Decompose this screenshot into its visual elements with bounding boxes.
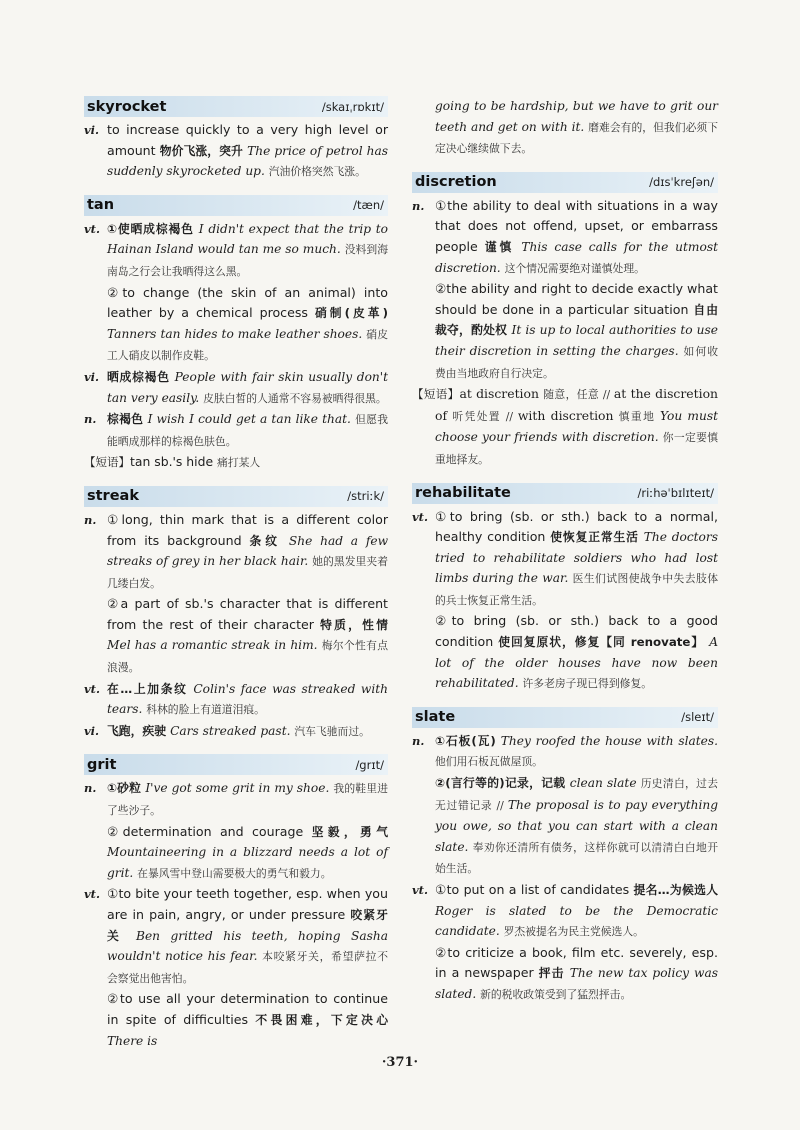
headword: discretion (415, 174, 497, 191)
sense (84, 884, 388, 989)
chinese-gloss: 抨击 (538, 966, 570, 981)
sense (84, 989, 388, 1051)
entry-slate (412, 707, 718, 1006)
chinese-gloss: 谨慎 (484, 239, 522, 254)
chinese-gloss: 咬紧牙关 (107, 908, 388, 943)
part-of-speech: n. (412, 733, 425, 748)
chinese-gloss: ①石板(瓦) (435, 733, 501, 748)
example: A lot of the older houses have now been rehabilitated. (435, 635, 719, 691)
definition: ①the ability to deal with situations in a way that does not offend, upset, or embarrass people (435, 197, 718, 254)
example: People with fair skin usually don't tan very easily. (107, 369, 389, 405)
sense (412, 880, 718, 943)
definition: ①to put on a list of candidates (435, 882, 634, 897)
example-translation: 罗杰被提名为民主党候选人。 (503, 925, 644, 939)
sense (84, 283, 388, 367)
chinese-gloss: 特质，性情 (320, 617, 388, 632)
sense (412, 611, 718, 694)
part-of-speech: n. (84, 412, 97, 427)
example-translation: 磨难会有的，但我们必须下定决心继续做下去。 (435, 120, 718, 156)
sense (84, 219, 388, 283)
phrase-label: 【短语】 (84, 455, 130, 470)
definition: ②to criticize a book, film etc. severely, esp. in a newspaper (435, 944, 718, 981)
example: Ben gritted his teeth, hoping Sasha wouldn't notice his fear. (107, 928, 388, 964)
example: Tanners tan hides to make leather shoes. (107, 326, 367, 341)
sense (412, 279, 718, 384)
example-translation: 他们用石板瓦做屋顶。 (435, 755, 543, 769)
pronunciation: /dɪsˈkreʃən/ (649, 175, 714, 190)
example-translation: 许多老房子现已得到修复。 (522, 677, 653, 691)
example: You must choose your friends with discretion. (435, 408, 718, 445)
example: This case calls for the utmost discretion. (435, 239, 718, 275)
page-number: ·371· (381, 1055, 419, 1070)
definition: ②to bring (sb. or sth.) back to a good condition (435, 613, 718, 650)
example: Mountaineering in a blizzard needs a lot of grit. (107, 845, 388, 880)
part-of-speech: n. (84, 781, 97, 796)
example: There is (107, 1033, 158, 1048)
example: Cars streaked past. (170, 723, 295, 738)
example: clean slate (569, 776, 641, 791)
definition: to increase quickly to a very high level or amount (107, 122, 388, 158)
pronunciation: /grɪt/ (355, 757, 384, 772)
headword-bar (412, 172, 718, 193)
entry-streak (84, 486, 388, 743)
definition: ①long, thin mark that is a different color from its background (107, 511, 388, 548)
definition: ②to change (the skin of an animal) into leather by a chemical process (107, 284, 388, 321)
headword-bar (412, 707, 718, 728)
definition: ②the ability and right to decide exactly what should be done in a particular situation (435, 281, 718, 317)
sense (84, 409, 388, 452)
example-translation: 她的黑发里夹着几缕白发。 (107, 555, 388, 590)
definition: ②determination and courage (107, 823, 312, 839)
pronunciation: /sleɪt/ (681, 710, 714, 725)
chinese-gloss: 晒成棕褐色 (107, 369, 175, 384)
part-of-speech: vt. (84, 887, 100, 902)
phrase-block (412, 384, 718, 470)
sense (412, 731, 718, 773)
pronunciation: /tæn/ (353, 198, 384, 213)
headword-bar (84, 96, 388, 117)
part-of-speech: n. (84, 512, 97, 527)
example-translation: 这个情况需要绝对谨慎处理。 (504, 261, 645, 275)
sense (84, 822, 388, 885)
headword-bar (412, 483, 718, 504)
chinese-gloss: 物价飞涨，突升 (159, 143, 248, 158)
headword-bar (84, 486, 388, 507)
phrase: at discretion (459, 386, 544, 402)
sense (412, 943, 718, 1006)
example-translation: 没料到海南岛之行会让我晒得这么黑。 (107, 243, 388, 278)
sense (84, 778, 388, 821)
example-translation: 你一定要慎重地择友。 (435, 431, 718, 466)
definition: ②to use all your determination to continue in spite of difficulties (107, 991, 388, 1027)
example: She had a few streaks of grey in her black hair. (107, 533, 388, 569)
example-translation: 汽油价格突然飞涨。 (268, 165, 366, 179)
example-translation: 皮肤白皙的人通常不容易被晒得很黑。 (203, 391, 387, 405)
pronunciation: /skaɪˌrɒkɪt/ (321, 99, 384, 114)
chinese-gloss: 使恢复正常生活 (550, 530, 644, 545)
headword: grit (87, 756, 117, 773)
example-translation: 梅尔个性有点浪漫。 (107, 639, 389, 675)
phrase-translation: 慎重地 (618, 409, 661, 423)
chinese-gloss: 硝制(皮革) (314, 306, 388, 321)
example: I didn't expect that the trip to Hainan Island would tan me so much. (107, 221, 388, 257)
part-of-speech: vi. (84, 369, 100, 384)
example-translation: 在暴风雪中登山需要极大的勇气和毅力。 (137, 866, 332, 880)
definition: ①to bite your teeth together, esp. when you are in pain, angry, or under pressure (107, 886, 388, 922)
phrase-translation: 随意，任意 // (543, 388, 614, 402)
entry-rehabilitate (412, 483, 718, 695)
sense (84, 679, 388, 721)
example-translation: 奉劝你还清所有债务，这样你就可以清清白白地开始生活。 (435, 840, 719, 876)
example-translation: 我的鞋里进了些沙子。 (107, 782, 388, 818)
entry-skyrocket (84, 96, 388, 183)
phrase: tan sb.'s hide (130, 454, 218, 470)
left-column (84, 96, 388, 1063)
part-of-speech: vt. (84, 221, 100, 236)
sense (84, 367, 388, 409)
definition: ①to bring (sb. or sth.) back to a normal, healthy condition (435, 508, 718, 545)
sense (412, 507, 718, 612)
chinese-gloss: 使回复原状，修复【同 renovate】 (498, 635, 710, 650)
part-of-speech: vi. (84, 723, 100, 738)
chinese-gloss: 在…上加条纹 (107, 681, 194, 696)
pronunciation: /striːk/ (347, 489, 384, 504)
part-of-speech: n. (412, 198, 425, 213)
phrase: with discretion (517, 407, 619, 423)
entry-discretion (412, 172, 718, 471)
phrase-translation: 听凭处置 // (452, 409, 518, 423)
headword-bar (84, 754, 388, 775)
example-translation: 硝皮工人硝皮以制作皮鞋。 (107, 327, 389, 363)
entry-tan (84, 195, 388, 474)
example: going to be hardship, but we have to grit our teeth and get on with it. (435, 99, 718, 134)
example-translation: 新的税收政策受到了猛烈抨击。 (480, 987, 632, 1001)
sense (84, 120, 388, 183)
example: I've got some grit in my shoe. (145, 781, 334, 796)
sense (412, 773, 718, 880)
headword-bar (84, 195, 388, 216)
phrase-block (84, 452, 388, 474)
example: They roofed the house with slates. (500, 733, 718, 748)
example: Mel has a romantic streak in him. (107, 638, 322, 653)
definition: ②a part of sb.'s character that is different from the rest of their character (107, 596, 388, 632)
example-translation: 如何收费由当地政府自行决定。 (435, 344, 719, 380)
chinese-gloss: 条纹 (249, 533, 289, 548)
sense (84, 594, 388, 678)
headword: tan (87, 197, 115, 214)
headword: rehabilitate (415, 485, 511, 501)
example: Colin's face was streaked with tears. (107, 681, 388, 717)
sense (84, 510, 388, 594)
sense (412, 196, 718, 279)
chinese-gloss: ①砂粒 (107, 781, 146, 796)
chinese-gloss: 提名…为候选人 (633, 883, 718, 897)
example: I wish I could get a tan like that. (147, 412, 356, 427)
chinese-gloss: 不畏困难，下定决心 (255, 1012, 388, 1027)
headword: skyrocket (87, 98, 167, 115)
example-translation: 科林的脸上有道道泪痕。 (146, 703, 265, 717)
sense (84, 721, 388, 743)
part-of-speech: vt. (84, 681, 100, 696)
entry-grit (84, 754, 388, 1051)
phrase-translation: 痛打某人 (217, 456, 261, 470)
chinese-gloss: 自由裁夺，酌处权 (435, 302, 718, 338)
part-of-speech: vi. (84, 123, 100, 137)
phrase-label: 【短语】 (412, 387, 460, 402)
example-translation: 汽车飞驰而过。 (294, 724, 370, 738)
example-translation: 本咬紧牙关，希望萨拉不会察觉出他害怕。 (107, 950, 388, 985)
part-of-speech: vt. (412, 883, 428, 897)
chinese-gloss: ①使晒成棕褐色 (107, 221, 199, 236)
right-column (412, 96, 718, 1018)
chinese-gloss: 坚毅，勇气 (311, 824, 388, 839)
example-translation: 历史清白，过去无过错记录 // (435, 777, 719, 812)
example-translation: 但愿我能晒成那样的棕褐色肤色。 (107, 413, 388, 448)
continued-example (412, 96, 718, 160)
pronunciation: /riːhəˈbɪlɪteɪt/ (637, 486, 714, 500)
part-of-speech: vt. (412, 509, 428, 524)
chinese-gloss: 棕褐色 (107, 412, 148, 427)
phrase: at the discretion of (435, 386, 719, 423)
example: The new tax policy was slated. (435, 966, 718, 1001)
example: The proposal is to pay everything you owe, so that you can start with a clean slate. (435, 797, 719, 854)
example: It is up to local authorities to use their discretion in setting the charges. (435, 323, 718, 358)
headword: streak (87, 488, 139, 505)
example: The doctors tried to rehabilitate soldiers who had lost limbs during the war. (435, 530, 718, 586)
headword: slate (415, 709, 456, 726)
chinese-gloss: ②(言行等的)记录，记载 (435, 776, 570, 791)
example: The price of petrol has suddenly skyrocketed up. (107, 143, 388, 179)
chinese-gloss: 飞跑，疾驶 (107, 723, 171, 738)
example-translation: 医生们试图使战争中失去肢体的兵士恢复正常生活。 (435, 572, 718, 607)
example: Roger is slated to be the Democratic candidate. (435, 903, 718, 939)
